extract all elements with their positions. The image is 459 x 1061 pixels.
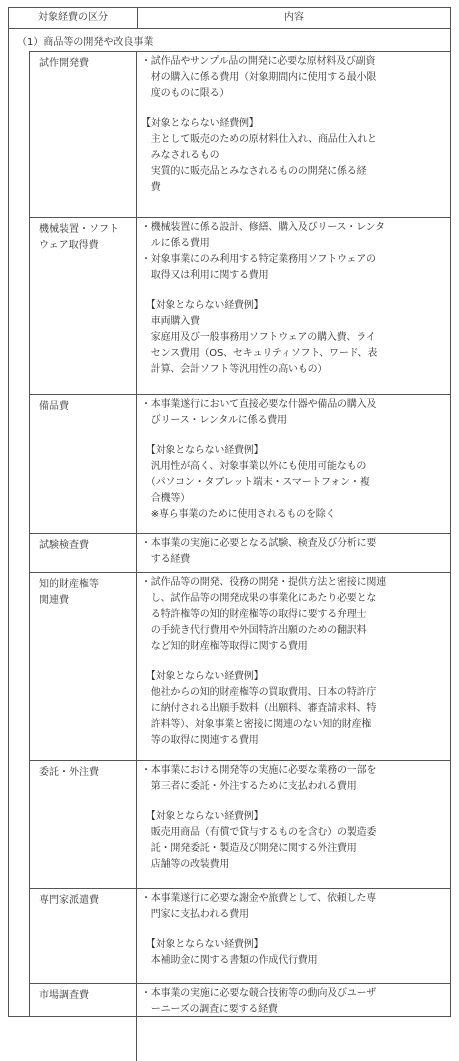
row-content (138, 573, 449, 749)
content-line: 第三者に委託・外注するために支払われる費用 (141, 781, 357, 792)
content-line: する経費 (141, 554, 190, 565)
content-line: ・本事業における開発等の実施に必要な業務の一部を (141, 765, 377, 776)
content-line: ・本事業の実施に必要な競合技術等の動向及びユーザ (141, 988, 377, 999)
table-row (30, 533, 451, 572)
content-line: 等の取得に関連する費用 (141, 735, 259, 746)
row-content (138, 52, 449, 196)
content-line: 販売用商品（有償で貸与するものを含む）の製造委 (141, 827, 377, 838)
table-row (30, 51, 451, 217)
content-line: 家庭用及び一般事務用ソフトウェアの購入費、ライ (141, 332, 376, 343)
table-header (9, 8, 450, 29)
content-line: 門家に支払われる費用 (141, 909, 249, 920)
content-line: 計算、会計ソフト等汎用性の高いもの） (141, 364, 328, 375)
content-line: ※専ら事業のために使用されるものを除く (141, 509, 336, 520)
content-line: 取得又は利用に関する費用 (141, 270, 269, 281)
header-category: 対象経費の区分 (9, 8, 138, 28)
content-line: 実質的に販売品とみなされるものの開発に係る経 (141, 166, 367, 177)
table-body (29, 51, 451, 1016)
content-line (141, 429, 445, 443)
content-line: （パソコン・タブレット端末・スマートフォン・複 (141, 477, 370, 488)
content-line (141, 655, 445, 669)
content-line: 合機等） (141, 493, 190, 504)
content-line: みなされるもの (141, 150, 220, 161)
content-line: ・機械装置に係る設計、修繕、購入及びリース・レンタ (141, 222, 385, 233)
content-line: 許料等）、対象事業と密接に関連のない知的財産権 (141, 719, 372, 730)
content-line: る特許権等の知的財産権等の取得に要する弁理士 (141, 609, 367, 620)
content-line: 【対象とならない経費例】 (141, 300, 264, 311)
content-line: ルに係る費用 (141, 238, 210, 249)
row-content (138, 984, 449, 1018)
content-line: 車両購入費 (141, 316, 200, 327)
content-line: し、試作品等の開発成果の事業化にあたり必要とな (141, 593, 377, 604)
content-line: 【対象とならない経費例】 (141, 671, 264, 682)
table-row (30, 217, 451, 394)
content-line: 他社からの知的財産権等の買取費用、日本の特許庁 (141, 687, 377, 698)
row-category: 専門家派遣費 (30, 889, 137, 983)
content-line (141, 284, 445, 298)
content-line: 【対象とならない経費例】 (141, 445, 264, 456)
table-row (30, 760, 451, 888)
row-content (138, 761, 449, 873)
content-line: ・本事業遂行において直接必要な什器や備品の購入及 (141, 399, 377, 410)
row-content (138, 395, 449, 523)
content-line: ーニーズの調査に要する経費 (141, 1004, 278, 1015)
content-line: 度のものに限る） (141, 88, 230, 99)
content-line: 【対象とならない経費例】 (141, 811, 264, 822)
row-category: 備品費 (30, 395, 137, 533)
row-category: 機械装置・ソフト ウェア取得費 (30, 218, 137, 394)
content-line: ・本事業遂行に必要な謝金や旅費として、依頼した専 (141, 893, 376, 904)
row-category: 市場調査費 (30, 984, 137, 1061)
content-line: ・対象事業にのみ利用する特定業務用ソフトウェアの (141, 254, 376, 265)
header-content: 内容 (284, 12, 304, 23)
row-category: 試作開発費 (30, 52, 137, 217)
content-line: ・本事業の実施に必要となる試験、検査及び分析に要 (141, 538, 377, 549)
table-row (30, 983, 451, 1061)
content-line: 【対象とならない経費例】 (141, 118, 259, 129)
content-line: 費 (141, 182, 161, 193)
section-title: （1）商品等の開発や改良事業 (17, 37, 154, 48)
content-line: ・試作品やサンプル品の開発に必要な原材料及び副資 (141, 56, 376, 67)
content-line: 主として販売のための原材料仕入れ、商品仕入れと (141, 134, 377, 145)
content-line: ・試作品等の開発、役務の開発・提供方法と密接に関連 (141, 577, 386, 588)
content-line (141, 102, 445, 116)
content-line (141, 923, 445, 937)
expense-table (8, 7, 451, 1017)
table-row (30, 394, 451, 533)
content-line: の手続き代行費用や外国特許出願のための翻訳料 (141, 625, 367, 636)
content-line (141, 795, 445, 809)
content-line: に納付される出願手数料（出願料、審査請求料、特 (141, 703, 377, 714)
row-category: 知的財産権等 関連費 (30, 573, 137, 760)
content-line: 汎用性が高く、対象事業以外にも使用可能なもの (141, 461, 367, 472)
content-line: 店舗等の改装費用 (141, 859, 230, 870)
row-content (138, 218, 449, 378)
content-line: など知的財産権等取得に関する費用 (141, 641, 308, 652)
table-row (30, 572, 451, 760)
content-line: 【対象とならない経費例】 (141, 939, 264, 950)
content-line: 本補助金に関する書類の作成代行費用 (141, 955, 318, 966)
content-line: 材の購入に係る費用（対象期間内に使用する最小限 (141, 72, 377, 83)
row-category: 試験検査費 (30, 534, 137, 572)
table-row (30, 888, 451, 983)
content-line: センス費用（OS、セキュリティソフト、ワード、表 (141, 348, 378, 359)
content-line: 託・開発委託・製造及び開発に関する外注費用 (141, 843, 357, 854)
row-content (138, 534, 449, 568)
row-category: 委託・外注費 (30, 761, 137, 888)
row-content (138, 889, 449, 969)
content-line: びリース・レンタルに係る費用 (141, 415, 287, 426)
